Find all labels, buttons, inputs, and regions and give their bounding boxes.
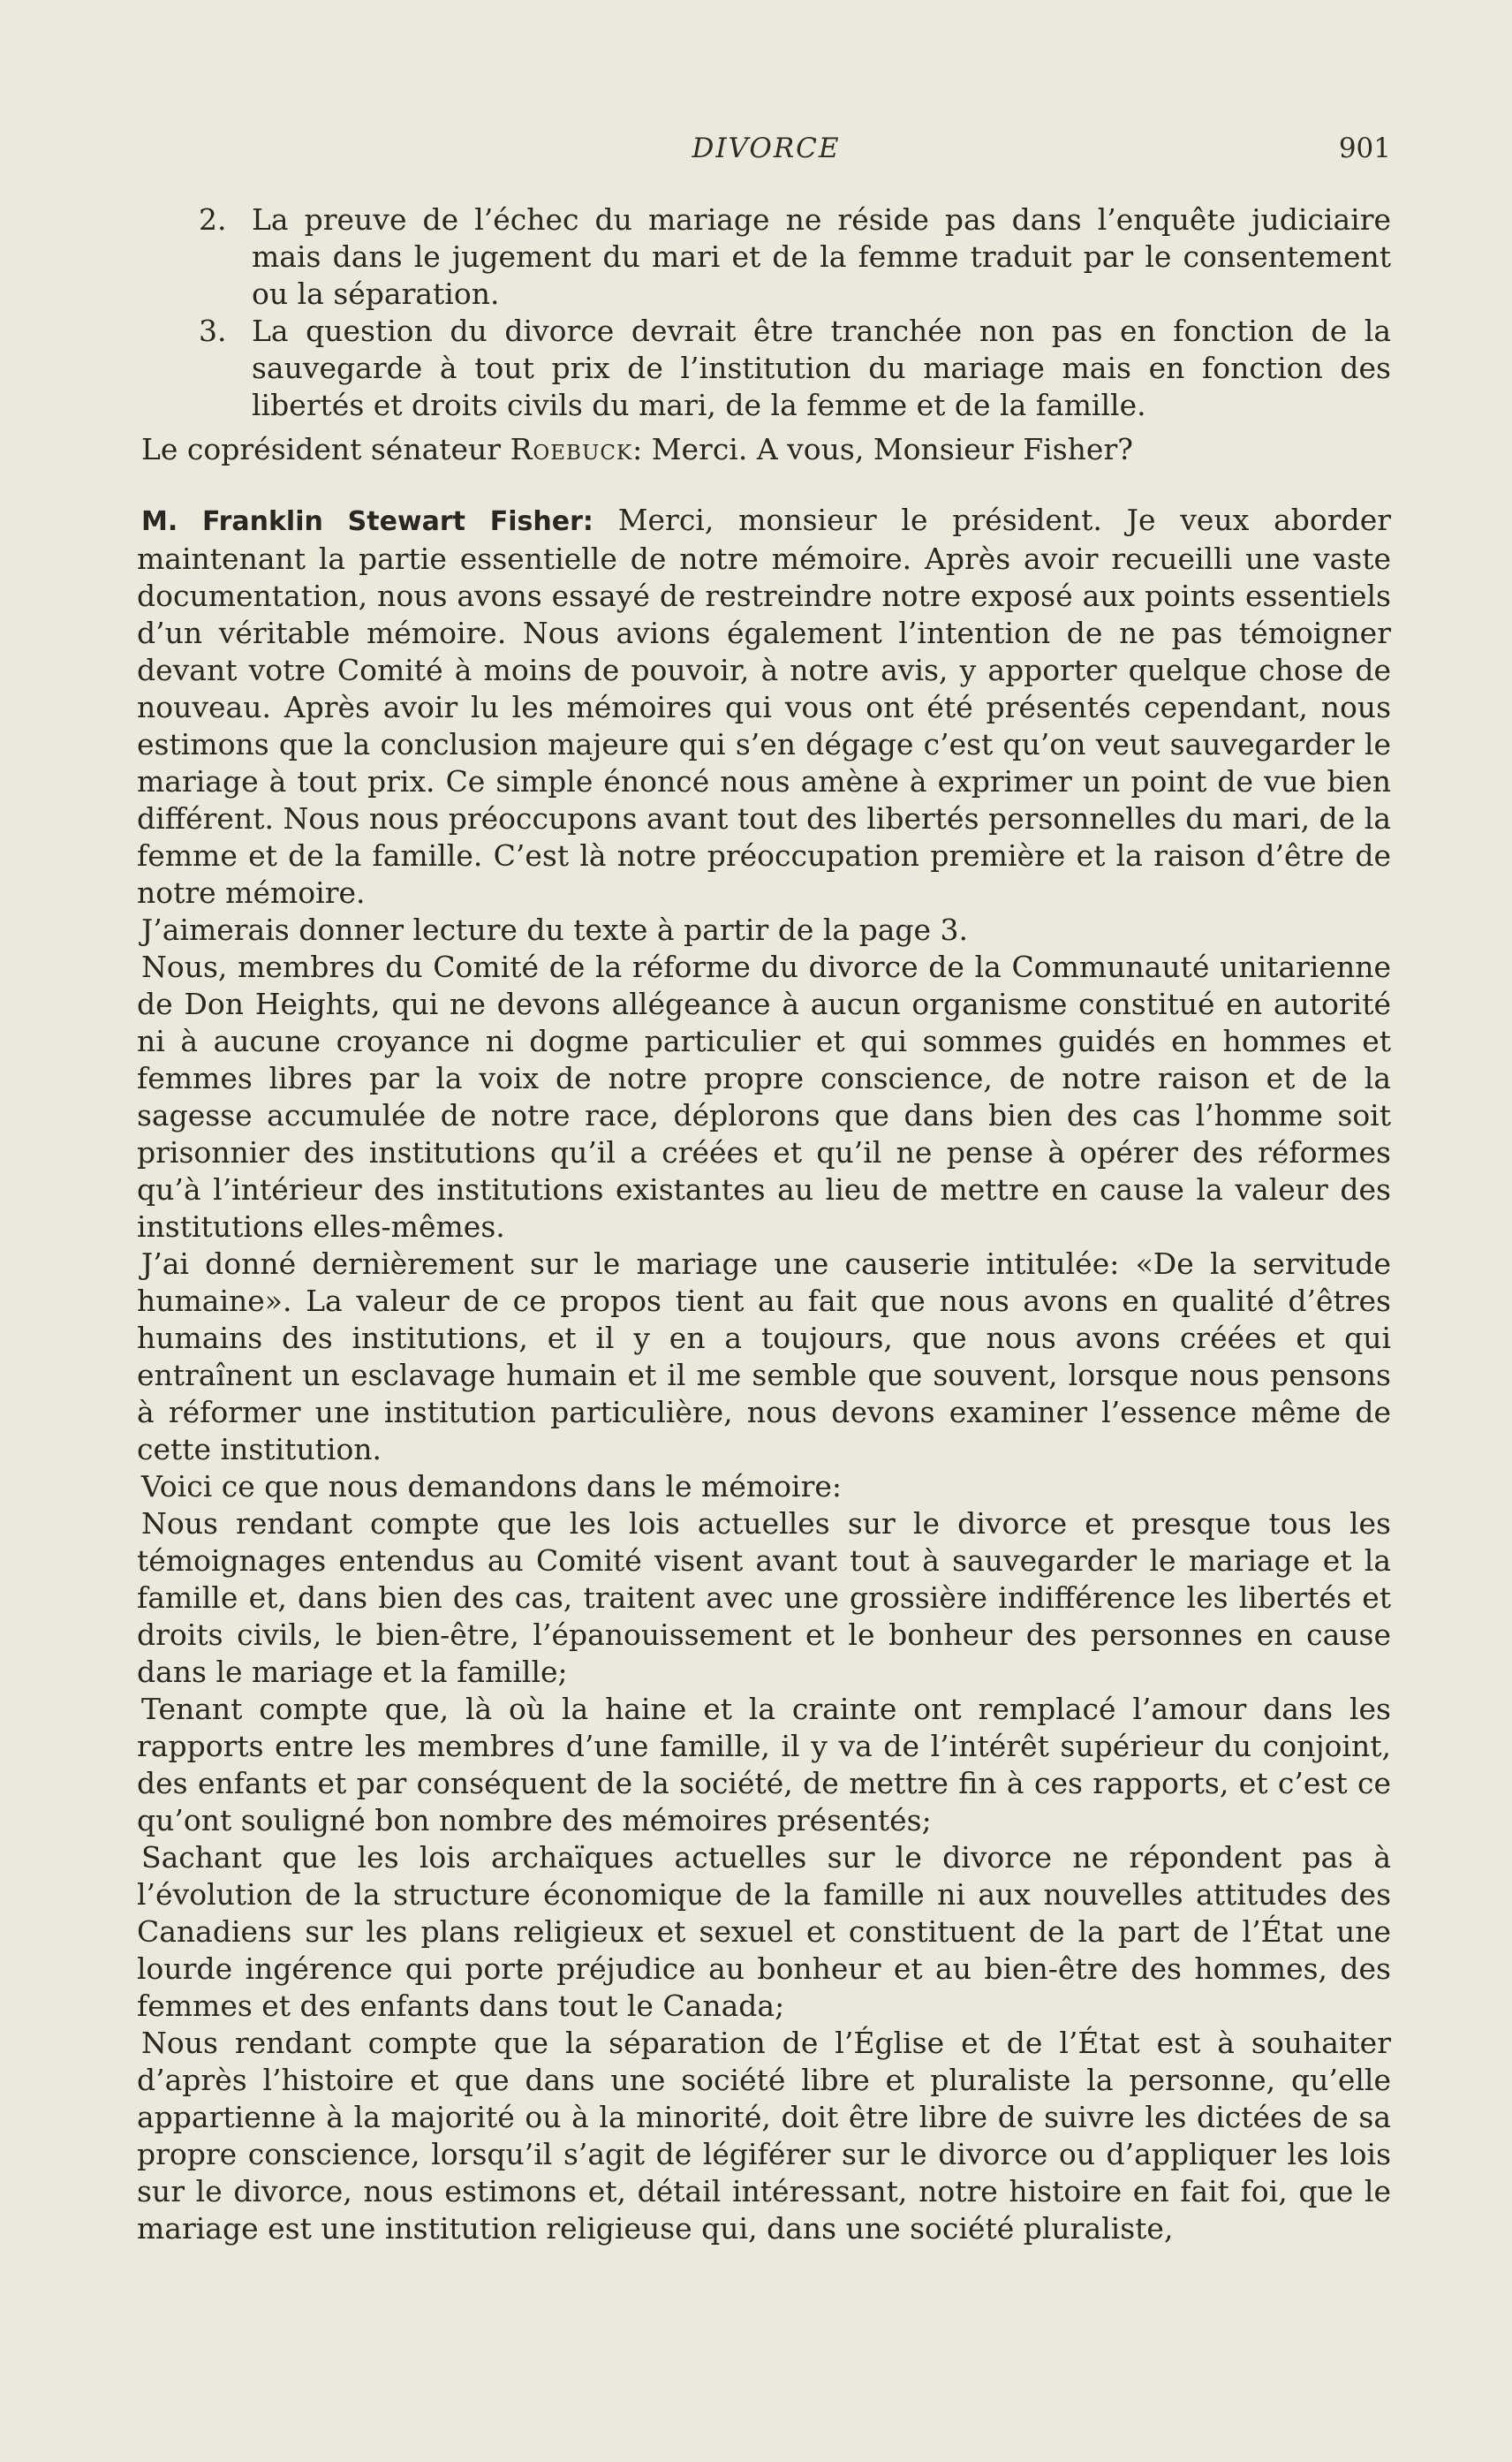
- numbered-item: [137, 201, 1391, 313]
- fisher-statement: [137, 502, 1391, 912]
- paragraph: Nous, membres du Comité de la réforme du divorce de la Communauté unitarienne de Don Heights, qui ne devons allégeance à aucun organisme constitué en autorité ni à aucune croyance ni dogme particulier et qui sommes guidés en hommes et femmes libres par la voix de notre propre conscience, de notre raison et de la sagesse accumulée de notre race, déplorons que dans bien des cas l’homme soit prisonnier des institutions qu’il a créées et qu’il ne pense à opérer des réformes qu’à l’intérieur des institutions existantes au lieu de mettre en cause la valeur des institutions elles-mêmes.: [137, 950, 1391, 1244]
- speaker-name: M. Franklin Stewart Fisher:: [141, 506, 593, 537]
- paragraph: J’ai donné dernièrement sur le mariage une causerie intitulée: «De la servitude humaine». La valeur de ce propos tient au fait que nous avons en qualité d’êtres humains des institutions, et il y en a toujours, que nous avons créées et qui entraînent un esclavage humain et il me semble que souvent, lorsque nous pensons à réformer une institution particulière, nous devons examiner l’essence même de cette institution.: [137, 1246, 1391, 1466]
- copresident-text: : Merci. A vous, Monsieur Fisher?: [632, 432, 1133, 466]
- paragraph: Sachant que les lois archaïques actuelles sur le divorce ne répondent pas à l’évolution de la structure économique de la famille ni aux nouvelles attitudes des Canadiens sur les plans religieux et sexuel et constituent de la part de l’État une lourde ingérence qui porte préjudice au bonheur et au bien-être des hommes, des femmes et des enfants dans tout le Canada;: [137, 1840, 1391, 2023]
- paragraph: Nous rendant compte que les lois actuelles sur le divorce et presque tous les témoignages entendus au Comité visent avant tout à sauvegarder le mariage et la famille et, dans bien des cas, traitent avec une grossière indifférence les libertés et droits civils, le bien-être, l’épanouissement et le bonheur des personnes en cause dans le mariage et la famille;: [137, 1506, 1391, 1689]
- item-text: La preuve de l’échec du mariage ne réside pas dans l’enquête judiciaire mais dans le jugement du mari et de la femme traduit par le consentement ou la séparation.: [252, 202, 1391, 311]
- item-number: 3.: [199, 314, 227, 348]
- copresident-prefix: Le coprésident sénateur: [141, 432, 510, 466]
- paragraph: Voici ce que nous demandons dans le mémoire:: [141, 1469, 842, 1504]
- page-number: 901: [1338, 133, 1391, 164]
- copresident-remark: [137, 431, 1391, 468]
- paragraph: Nous rendant compte que la séparation de l’Église et de l’État est à souhaiter d’après l’histoire et que dans une société libre et pluraliste la personne, qu’elle appartienne à la majorité ou à la minorité, doit être libre de suivre les dictées de sa propre conscience, lorsqu’il s’agit de légiférer sur le divorce ou d’appliquer les lois sur le divorce, nous estimons et, détail intéressant, notre histoire en fait foi, que le mariage est une institution religieuse qui, dans une société pluraliste,: [137, 2026, 1391, 2246]
- fisher-text: Merci, monsieur le président. Je veux aborder maintenant la partie essentielle de notre mémoire. Après avoir recueilli une vaste documentation, nous avons essayé de restreindre notre exposé aux points essentiels d’un véritable mémoire. Nous avions également l’intention de ne pas témoigner devant votre Comité à moins de pouvoir, à notre avis, y apporter quelque chose de nouveau. Après avoir lu les mémoires qui vous ont été présentés cependant, nous estimons que la conclusion majeure qui s’en dégage c’est qu’on veut sauvegarder le mariage à tout prix. Ce simple énoncé nous amène à exprimer un point de vue bien différent. Nous nous préoccupons avant tout des libertés personnelles du mari, de la femme et de la famille. C’est là notre préoccupation première et la raison d’être de notre mémoire.: [137, 503, 1391, 910]
- paragraph: Tenant compte que, là où la haine et la crainte ont remplacé l’amour dans les rapports entre les membres d’une famille, il y va de l’intérêt supérieur du conjoint, des enfants et par conséquent de la société, de mettre fin à ces rapports, et c’est ce qu’ont souligné bon nombre des mémoires présentés;: [137, 1692, 1391, 1837]
- paragraph: J’aimerais donner lecture du texte à partir de la page 3.: [141, 913, 969, 947]
- numbered-item: [137, 313, 1391, 424]
- page-body: [137, 201, 1391, 2247]
- senator-name: Roebuck: [510, 432, 633, 466]
- item-number: 2.: [199, 202, 227, 237]
- running-title: DIVORCE: [692, 133, 841, 164]
- page-header: [141, 133, 1391, 177]
- item-text: La question du divorce devrait être tranchée non pas en fonction de la sauvegarde à tout prix de l’institution du mariage mais en fonction des libertés et droits civils du mari, de la femme et de la famille.: [252, 314, 1391, 422]
